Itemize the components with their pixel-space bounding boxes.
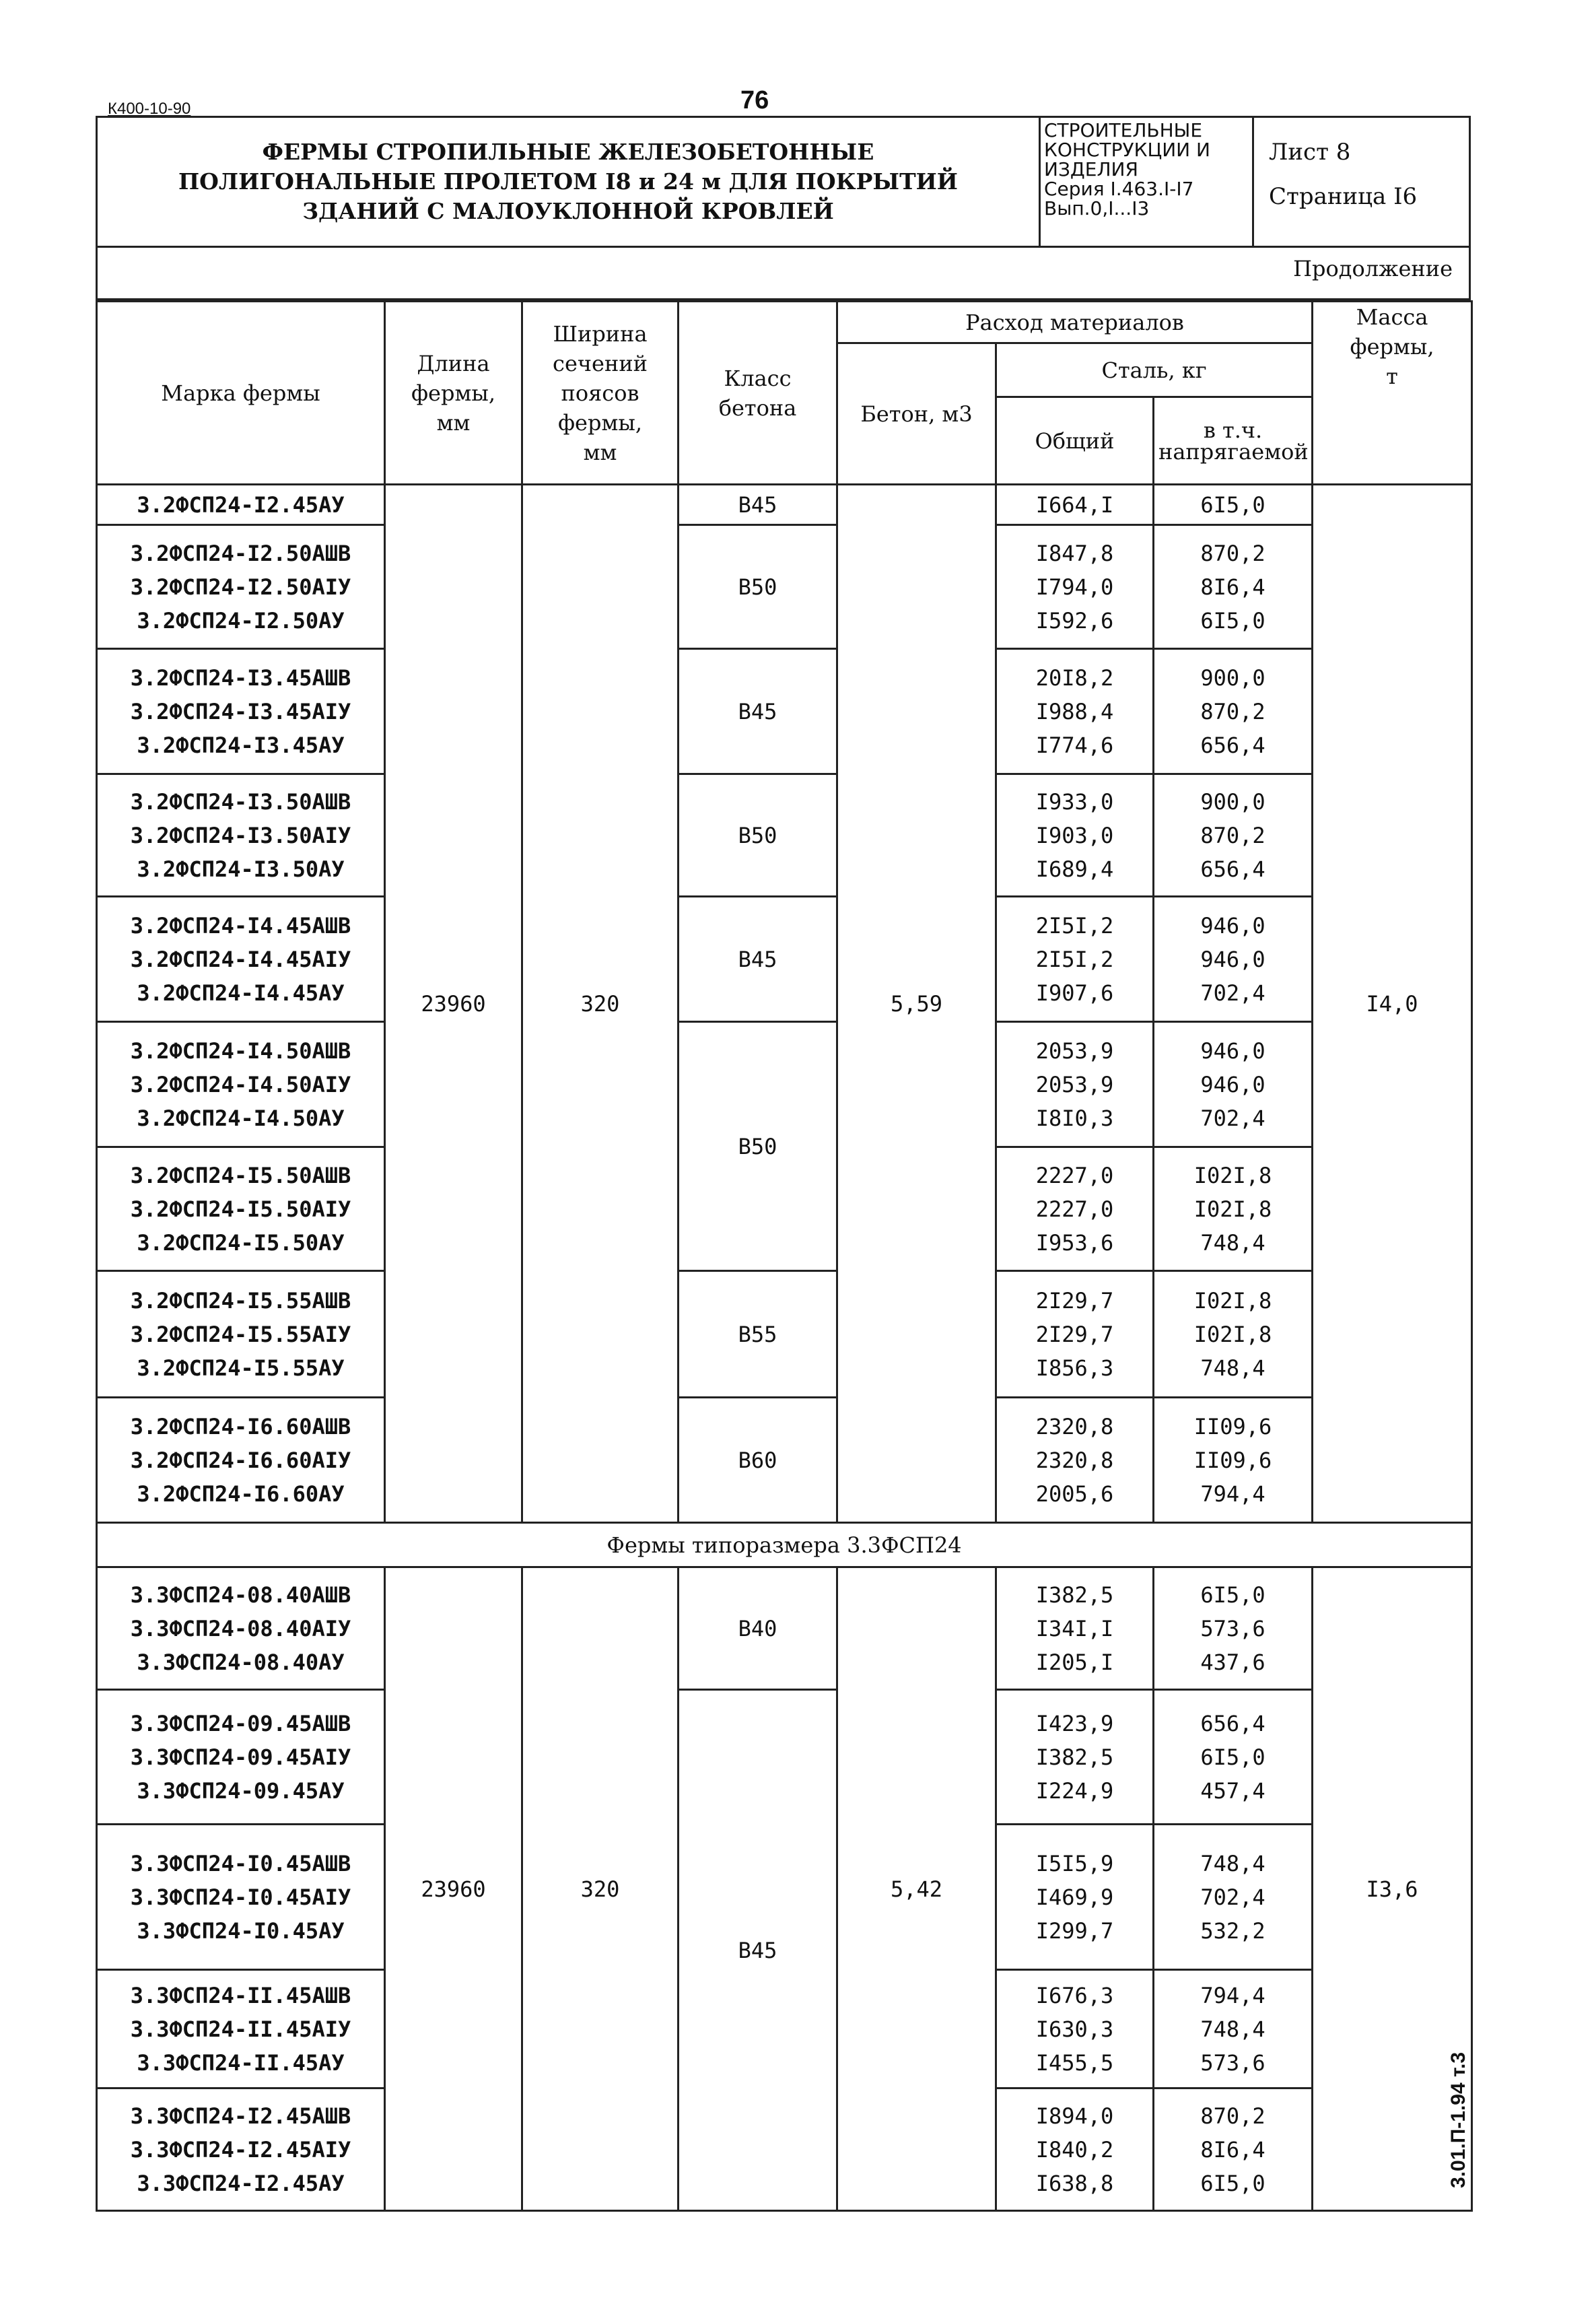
steel-total-cell — [996, 1970, 1154, 2088]
materials-table — [96, 300, 1473, 2212]
text-line: 656,4 — [1200, 856, 1265, 882]
col-class — [679, 302, 837, 485]
concrete-class-cell: В45 — [679, 485, 837, 525]
text-line: 8I6,4 — [1200, 2136, 1265, 2163]
text-line: 946,0 — [1200, 1038, 1265, 1064]
text-line: 3.2ФСП24-I2.45АУ — [137, 491, 345, 518]
steel-total-cell — [996, 774, 1154, 897]
text-line: 532,2 — [1200, 1917, 1265, 1944]
text-line: 2005,6 — [1035, 1481, 1114, 1507]
text-line: 3.2ФСП24-I5.55АУ — [137, 1355, 345, 1381]
text-line: 3.2ФСП24-I6.60АУ — [137, 1481, 345, 1507]
col-concrete: Бетон, м3 — [837, 343, 996, 485]
text-line: 3.2ФСП24-I4.45АУ — [137, 980, 345, 1006]
text-line: I847,8 — [1035, 540, 1114, 566]
steel-prestressed-cell — [1154, 897, 1313, 1022]
steel-prestressed-cell — [1154, 485, 1313, 525]
truss-mark-cell — [97, 1970, 385, 2088]
series-line: ИЗДЕЛИЯ — [1044, 158, 1138, 180]
steel-total-cell — [996, 1271, 1154, 1398]
text-line: 3.3ФСП24-I0.45АШВ — [130, 1850, 351, 1876]
col-steel-total: Общий — [996, 397, 1154, 485]
steel-total-cell — [996, 1690, 1154, 1825]
text-line: мм — [583, 439, 617, 465]
steel-prestressed-cell — [1154, 2088, 1313, 2211]
text-line: 2I5I,2 — [1035, 912, 1114, 939]
text-line: I856,3 — [1035, 1355, 1114, 1381]
text-line: I689,4 — [1035, 856, 1114, 882]
text-line: 3.3ФСП24-08.40АУ — [137, 1649, 345, 1675]
text-line: 3.2ФСП24-I2.50АШВ — [130, 540, 351, 566]
text-line: 3.3ФСП24-I0.45АIУ — [130, 1884, 351, 1910]
text-line: 946,0 — [1200, 946, 1265, 972]
concrete-class-cell: В50 — [679, 774, 837, 897]
text-line: 3.3ФСП24-09.45АIУ — [130, 1744, 351, 1770]
text-line: 946,0 — [1200, 1071, 1265, 1097]
text-line: I903,0 — [1035, 822, 1114, 848]
text-line: 2227,0 — [1035, 1196, 1114, 1222]
text-line: 748,4 — [1200, 1355, 1265, 1381]
text-line: 3.2ФСП24-I5.55АIУ — [130, 1321, 351, 1347]
steel-total-cell — [996, 1147, 1154, 1271]
text-line: I02I,8 — [1193, 1196, 1272, 1222]
sheet-number: Лист 8 — [1269, 139, 1351, 166]
col-mark: Марка фермы — [97, 302, 385, 485]
section-title-row — [97, 1523, 1472, 1567]
text-line: Класс — [724, 365, 792, 391]
text-line: 8I6,4 — [1200, 574, 1265, 600]
text-line: 3.2ФСП24-I4.45АIУ — [130, 946, 351, 972]
concrete-class-cell: В45 — [679, 897, 837, 1022]
text-line: 3.3ФСП24-08.40АШВ — [130, 1582, 351, 1608]
concrete-volume-cell: 5,59 — [837, 485, 996, 1523]
steel-prestressed-cell — [1154, 1970, 1313, 2088]
text-line: 794,4 — [1200, 1982, 1265, 2008]
text-line: 3.3ФСП24-09.45АШВ — [130, 1710, 351, 1736]
table-row — [97, 1271, 1472, 1398]
title-block — [96, 116, 1471, 248]
mass-cell: I4,0 — [1313, 485, 1472, 1523]
header-row — [97, 302, 1472, 343]
text-line: Длина — [417, 350, 490, 376]
steel-prestressed-cell — [1154, 1398, 1313, 1523]
concrete-class-cell: В45 — [679, 1690, 837, 2211]
steel-prestressed-cell — [1154, 1567, 1313, 1690]
text-line: фермы, — [1350, 334, 1434, 360]
text-line: 3.3ФСП24-I2.45АIУ — [130, 2136, 351, 2163]
truss-mark-cell — [97, 897, 385, 1022]
concrete-class-cell: В40 — [679, 1567, 837, 1690]
text-line: 870,2 — [1200, 540, 1265, 566]
table-row — [97, 1398, 1472, 1523]
text-line: 437,6 — [1200, 1649, 1265, 1675]
mass-cell: I3,6 — [1313, 1567, 1472, 2211]
sheet-info — [1254, 118, 1469, 246]
text-line: 2I29,7 — [1035, 1321, 1114, 1347]
text-line: I638,8 — [1035, 2170, 1114, 2196]
text-line: 3.2ФСП24-I5.55АШВ — [130, 1287, 351, 1314]
table-row — [97, 649, 1472, 774]
text-line: 870,2 — [1200, 698, 1265, 724]
text-line: 3.2ФСП24-I3.50АIУ — [130, 822, 351, 848]
text-line: 20I8,2 — [1035, 665, 1114, 691]
concrete-class-cell: В50 — [679, 525, 837, 649]
steel-total-cell — [996, 1825, 1154, 1970]
text-line: 748,4 — [1200, 1850, 1265, 1876]
text-line: I933,0 — [1035, 788, 1114, 815]
text-line: 702,4 — [1200, 1884, 1265, 1910]
text-line: сечений — [553, 350, 648, 376]
text-line: 3.2ФСП24-I5.50АIУ — [130, 1196, 351, 1222]
text-line: 6I5,0 — [1200, 2170, 1265, 2196]
col-steel: Сталь, кг — [996, 343, 1313, 397]
table-row — [97, 1690, 1472, 1825]
steel-prestressed-cell — [1154, 1022, 1313, 1147]
steel-total-cell — [996, 525, 1154, 649]
steel-total-cell — [996, 1022, 1154, 1147]
text-line: 870,2 — [1200, 2103, 1265, 2129]
text-line: 3.2ФСП24-I4.50АШВ — [130, 1038, 351, 1064]
steel-total-cell — [996, 1398, 1154, 1523]
text-line: 3.2ФСП24-I5.50АШВ — [130, 1162, 351, 1188]
text-line: 2I5I,2 — [1035, 946, 1114, 972]
text-line: 656,4 — [1200, 732, 1265, 758]
text-line: 794,4 — [1200, 1481, 1265, 1507]
length-cell: 23960 — [385, 1567, 522, 2211]
truss-mark-cell — [97, 1271, 385, 1398]
text-line: 3.3ФСП24-I2.45АШВ — [130, 2103, 351, 2129]
text-line: I907,6 — [1035, 980, 1114, 1006]
text-line: 2320,8 — [1035, 1413, 1114, 1439]
steel-total-cell — [996, 485, 1154, 525]
concrete-class-cell: В55 — [679, 1271, 837, 1398]
text-line: I02I,8 — [1193, 1162, 1272, 1188]
concrete-class-cell: В60 — [679, 1398, 837, 1523]
text-line: напрягаемой — [1158, 438, 1309, 465]
text-line: 3.3ФСП24-I0.45АУ — [137, 1917, 345, 1944]
series-line: СТРОИТЕЛЬНЫЕ — [1044, 119, 1203, 141]
text-line: 6I5,0 — [1200, 1744, 1265, 1770]
steel-total-cell — [996, 897, 1154, 1022]
text-line: 900,0 — [1200, 665, 1265, 691]
truss-mark-cell — [97, 2088, 385, 2211]
truss-mark-cell — [97, 649, 385, 774]
text-line: 3.3ФСП24-09.45АУ — [137, 1777, 345, 1804]
concrete-class-cell: В50 — [679, 1022, 837, 1271]
title-line: ПОЛИГОНАЛЬНЫЕ ПРОЛЕТОМ I8 и 24 м ДЛЯ ПОКРЫТИЙ — [178, 168, 958, 195]
text-line: II09,6 — [1193, 1447, 1272, 1473]
truss-mark-cell — [97, 774, 385, 897]
text-line: 2053,9 — [1035, 1071, 1114, 1097]
text-line: I455,5 — [1035, 2049, 1114, 2076]
text-line: 656,4 — [1200, 1710, 1265, 1736]
col-length — [385, 302, 522, 485]
text-line: I592,6 — [1035, 607, 1114, 634]
col-mass — [1313, 302, 1472, 485]
truss-mark-cell — [97, 1690, 385, 1825]
steel-prestressed-cell — [1154, 1271, 1313, 1398]
steel-prestressed-cell — [1154, 649, 1313, 774]
title-line: ЗДАНИЙ С МАЛОУКЛОННОЙ КРОВЛЕЙ — [302, 198, 834, 224]
col-width — [522, 302, 679, 485]
text-line: I382,5 — [1035, 1744, 1114, 1770]
text-line: I469,9 — [1035, 1884, 1114, 1910]
text-line: 3.3ФСП24-I2.45АУ — [137, 2170, 345, 2196]
text-line: I34I,I — [1035, 1615, 1114, 1641]
concrete-class-cell: В45 — [679, 649, 837, 774]
table-row — [97, 485, 1472, 525]
text-line: в т.ч. — [1203, 417, 1263, 443]
text-line: I382,5 — [1035, 1582, 1114, 1608]
text-line: 573,6 — [1200, 1615, 1265, 1641]
text-line: I02I,8 — [1193, 1321, 1272, 1347]
page-number: 76 — [740, 86, 769, 114]
text-line: 3.2ФСП24-I5.50АУ — [137, 1229, 345, 1256]
truss-mark-cell — [97, 1825, 385, 1970]
text-line: поясов — [561, 380, 639, 406]
text-line: I630,3 — [1035, 2016, 1114, 2042]
text-line: бетона — [718, 395, 797, 421]
series-line: КОНСТРУКЦИИ И — [1044, 139, 1210, 161]
steel-total-cell — [996, 2088, 1154, 2211]
text-line: I02I,8 — [1193, 1287, 1272, 1314]
text-line: 2227,0 — [1035, 1162, 1114, 1188]
document-title — [98, 118, 1041, 246]
truss-mark-cell — [97, 1147, 385, 1271]
text-line: 3.2ФСП24-I3.45АУ — [137, 732, 345, 758]
text-line: I5I5,9 — [1035, 1850, 1114, 1876]
text-line: Ширина — [553, 320, 648, 347]
text-line: I676,3 — [1035, 1982, 1114, 2008]
text-line: 457,4 — [1200, 1777, 1265, 1804]
text-line: 3.2ФСП24-I2.50АIУ — [130, 574, 351, 600]
series-line: Серия I.463.I-I7 — [1044, 178, 1194, 200]
text-line: 946,0 — [1200, 912, 1265, 939]
table-row — [97, 897, 1472, 1022]
text-line: I988,4 — [1035, 698, 1114, 724]
text-line: 2320,8 — [1035, 1447, 1114, 1473]
text-line: I224,9 — [1035, 1777, 1114, 1804]
text-line: 3.3ФСП24-II.45АУ — [137, 2049, 345, 2076]
section-title: Фермы типоразмера 3.3ФСП24 — [97, 1523, 1472, 1567]
table-row — [97, 525, 1472, 649]
text-line: фермы, — [411, 380, 495, 406]
text-line: 3.2ФСП24-I6.60АIУ — [130, 1447, 351, 1473]
text-line: 702,4 — [1200, 980, 1265, 1006]
table-row — [97, 1022, 1472, 1147]
text-line: 6I5,0 — [1200, 491, 1265, 518]
text-line: 573,6 — [1200, 2049, 1265, 2076]
text-line: I205,I — [1035, 1649, 1114, 1675]
text-line: 702,4 — [1200, 1105, 1265, 1131]
col-materials: Расход материалов — [837, 302, 1313, 343]
text-line: 3.2ФСП24-I4.45АШВ — [130, 912, 351, 939]
concrete-volume-cell: 5,42 — [837, 1567, 996, 2211]
text-line: 3.3ФСП24-08.40АIУ — [130, 1615, 351, 1641]
continuation-label: Продолжение — [96, 248, 1471, 300]
width-cell: 320 — [522, 485, 679, 1523]
truss-mark-cell — [97, 1567, 385, 1690]
length-cell: 23960 — [385, 485, 522, 1523]
steel-prestressed-cell — [1154, 1690, 1313, 1825]
text-line: I794,0 — [1035, 574, 1114, 600]
text-line: I840,2 — [1035, 2136, 1114, 2163]
text-line: I664,I — [1035, 491, 1114, 518]
text-line: 3.2ФСП24-I4.50АIУ — [130, 1071, 351, 1097]
steel-total-cell — [996, 649, 1154, 774]
text-line: Масса — [1356, 304, 1428, 330]
text-line: т — [1386, 364, 1398, 389]
text-line: I299,7 — [1035, 1917, 1114, 1944]
steel-prestressed-cell — [1154, 774, 1313, 897]
series-line: Вып.0,I...I3 — [1044, 197, 1150, 219]
text-line: 3.2ФСП24-I6.60АШВ — [130, 1413, 351, 1439]
truss-mark-cell — [97, 485, 385, 525]
text-line: II09,6 — [1193, 1413, 1272, 1439]
text-line: I774,6 — [1035, 732, 1114, 758]
width-cell: 320 — [522, 1567, 679, 2211]
text-line: I8I0,3 — [1035, 1105, 1114, 1131]
text-line: 900,0 — [1200, 788, 1265, 815]
truss-mark-cell — [97, 1022, 385, 1147]
text-line: 2I29,7 — [1035, 1287, 1114, 1314]
steel-prestressed-cell — [1154, 1147, 1313, 1271]
table-row — [97, 774, 1472, 897]
text-line: I423,9 — [1035, 1710, 1114, 1736]
steel-total-cell — [996, 1567, 1154, 1690]
text-line: 3.2ФСП24-I3.45АIУ — [130, 698, 351, 724]
side-code: 3.01.П-1.94 т.3 — [1447, 2051, 1469, 2188]
document-reference: К400-10-90 — [108, 100, 191, 118]
text-line: 748,4 — [1200, 2016, 1265, 2042]
page-label: Страница I6 — [1269, 183, 1418, 210]
text-line: 6I5,0 — [1200, 1582, 1265, 1608]
text-line: 6I5,0 — [1200, 607, 1265, 634]
text-line: 3.2ФСП24-I2.50АУ — [137, 607, 345, 634]
text-line: 748,4 — [1200, 1229, 1265, 1256]
steel-prestressed-cell — [1154, 525, 1313, 649]
text-line: 3.2ФСП24-I4.50АУ — [137, 1105, 345, 1131]
text-line: мм — [436, 409, 471, 436]
truss-mark-cell — [97, 525, 385, 649]
table-row — [97, 1567, 1472, 1690]
text-line: 3.3ФСП24-II.45АIУ — [130, 2016, 351, 2042]
text-line: 3.2ФСП24-I3.50АШВ — [130, 788, 351, 815]
truss-mark-cell — [97, 1398, 385, 1523]
text-line: фермы, — [558, 409, 642, 436]
series-info — [1039, 118, 1254, 246]
text-line: I953,6 — [1035, 1229, 1114, 1256]
text-line: 3.3ФСП24-II.45АШВ — [130, 1982, 351, 2008]
text-line: 870,2 — [1200, 822, 1265, 848]
text-line: 3.2ФСП24-I3.45АШВ — [130, 665, 351, 691]
col-steel-prestressed — [1154, 397, 1313, 485]
text-line: I894,0 — [1035, 2103, 1114, 2129]
title-line: ФЕРМЫ СТРОПИЛЬНЫЕ ЖЕЛЕЗОБЕТОННЫЕ — [262, 139, 874, 165]
text-line: 3.2ФСП24-I3.50АУ — [137, 856, 345, 882]
text-line: 2053,9 — [1035, 1038, 1114, 1064]
steel-prestressed-cell — [1154, 1825, 1313, 1970]
